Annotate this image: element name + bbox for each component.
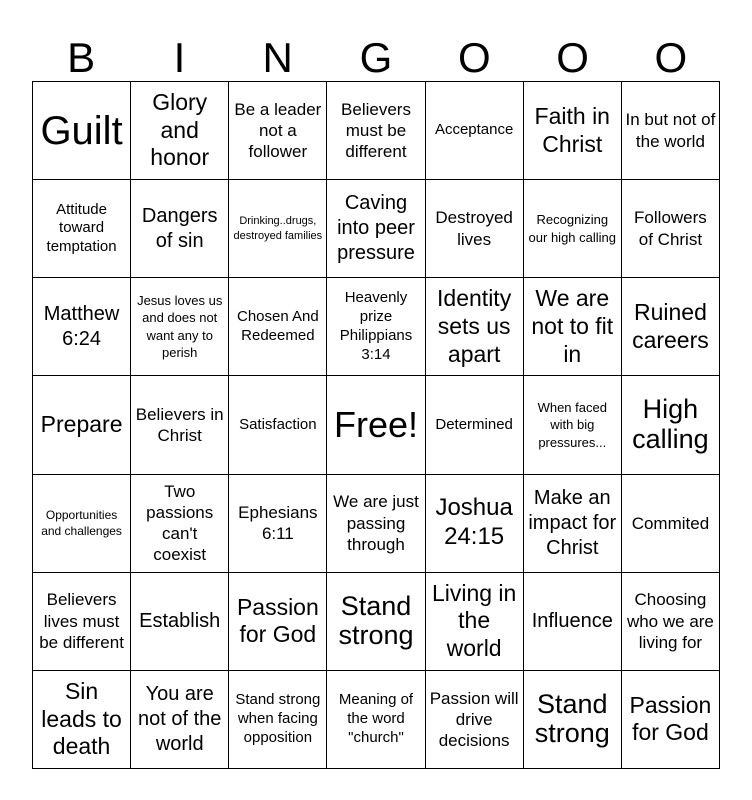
cell-text: Caving into peer pressure: [337, 192, 415, 265]
cell-text: Satisfaction: [239, 415, 317, 433]
bingo-cell[interactable]: [426, 475, 524, 573]
cell-text: Living in the world: [431, 579, 517, 662]
cell-text: Meaning of the word "church": [338, 691, 414, 746]
bingo-cell[interactable]: [524, 180, 622, 278]
cell-text: Drinking..drugs, destroyed families: [233, 214, 323, 242]
header-letter-b: B: [67, 34, 96, 81]
cell-text: Sin leads to death: [41, 678, 122, 760]
bingo-cell[interactable]: [426, 573, 524, 671]
bingo-cell[interactable]: [524, 376, 622, 474]
cell-text: Attitude toward temptation: [46, 200, 117, 256]
cell-text: Heavenly prize Philippians 3:14: [339, 289, 413, 363]
cell-text: Passion for God: [236, 593, 319, 648]
bingo-cell[interactable]: [327, 573, 425, 671]
bingo-cell[interactable]: [426, 180, 524, 278]
bingo-cell[interactable]: [426, 671, 524, 769]
bingo-cell[interactable]: [426, 82, 524, 180]
bingo-cell[interactable]: [622, 376, 720, 474]
bingo-cell[interactable]: [229, 82, 327, 180]
bingo-cell[interactable]: [33, 671, 131, 769]
header-letter-o: O: [556, 34, 589, 81]
bingo-cell[interactable]: [229, 278, 327, 376]
bingo-cell[interactable]: [622, 180, 720, 278]
cell-text: Chosen And Redeemed: [236, 308, 319, 344]
bingo-cell[interactable]: [229, 475, 327, 573]
cell-text: Recognizing our high calling: [528, 212, 616, 245]
cell-text: Believers must be different: [341, 99, 411, 162]
cell-text: Believers lives must be different: [39, 590, 124, 652]
bingo-cell[interactable]: [33, 573, 131, 671]
cell-text: Matthew 6:24: [43, 302, 120, 350]
cell-text: Two passions can't coexist: [146, 481, 214, 565]
bingo-cell[interactable]: [33, 475, 131, 573]
cell-text: Establish: [139, 609, 221, 632]
cell-text: Choosing who we are living for: [626, 590, 714, 652]
free-space-text: Free!: [333, 404, 418, 446]
cell-text: Influence: [531, 609, 613, 632]
cell-text: Stand strong when facing opposition: [235, 691, 321, 746]
bingo-cell[interactable]: [327, 475, 425, 573]
bingo-cell[interactable]: [229, 573, 327, 671]
cell-text: In but not of the world: [625, 110, 716, 151]
cell-text: Jesus loves us and does not want any to perish: [137, 292, 223, 361]
cell-text: Followers of Christ: [634, 208, 707, 249]
cell-text: Passion for God: [629, 691, 712, 746]
bingo-cell[interactable]: [33, 278, 131, 376]
bingo-cell[interactable]: [229, 180, 327, 278]
bingo-cell[interactable]: [327, 180, 425, 278]
bingo-cell[interactable]: [622, 82, 720, 180]
cell-text: Make an impact for Christ: [528, 486, 617, 559]
cell-text: You are not of the world: [138, 682, 222, 755]
bingo-cell[interactable]: [131, 671, 229, 769]
cell-text: Prepare: [40, 411, 123, 438]
bingo-cell[interactable]: [131, 573, 229, 671]
bingo-board: [32, 81, 720, 769]
cell-text: Identity sets us apart: [437, 285, 512, 367]
header-letter-i: I: [173, 34, 186, 81]
cell-text: Ruined careers: [632, 299, 709, 353]
cell-text: When faced with big pressures...: [537, 399, 607, 450]
bingo-cell[interactable]: [327, 82, 425, 180]
bingo-cell[interactable]: [524, 671, 622, 769]
bingo-cell[interactable]: [622, 475, 720, 573]
cell-text: Faith in Christ: [534, 102, 610, 157]
header-letter-g: G: [359, 34, 393, 81]
bingo-cell[interactable]: [131, 475, 229, 573]
bingo-cell[interactable]: [524, 573, 622, 671]
bingo-cell[interactable]: [622, 671, 720, 769]
cell-text: We are just passing through: [333, 492, 419, 554]
cell-text: Glory and honor: [150, 89, 210, 171]
cell-text: Believers in Christ: [135, 404, 224, 445]
cell-text: Stand strong: [534, 688, 610, 749]
bingo-cell[interactable]: [524, 278, 622, 376]
bingo-cell[interactable]: [327, 671, 425, 769]
cell-text: We are not to fit in: [531, 285, 614, 367]
bingo-cell[interactable]: [131, 82, 229, 180]
bingo-cell[interactable]: [327, 278, 425, 376]
bingo-cell[interactable]: [131, 376, 229, 474]
cell-text: Destroyed lives: [435, 208, 513, 249]
cell-text: Ephesians 6:11: [238, 502, 318, 544]
bingo-cell[interactable]: [622, 278, 720, 376]
header-letter-n: N: [262, 34, 293, 81]
bingo-cell[interactable]: [524, 475, 622, 573]
bingo-cell[interactable]: [229, 671, 327, 769]
bingo-cell[interactable]: [622, 573, 720, 671]
cell-text: Stand strong: [338, 590, 414, 651]
bingo-cell[interactable]: [131, 180, 229, 278]
bingo-cell[interactable]: [327, 376, 425, 474]
bingo-cell[interactable]: [524, 82, 622, 180]
header-letter-o: O: [457, 34, 491, 81]
cell-text: Joshua 24:15: [435, 494, 513, 551]
cell-text: Dangers of sin: [141, 204, 218, 252]
bingo-cell[interactable]: [33, 376, 131, 474]
bingo-cell[interactable]: [33, 180, 131, 278]
cell-text: Be a leader not a follower: [234, 99, 322, 162]
bingo-cell[interactable]: [426, 376, 524, 474]
cell-text: Guilt: [40, 108, 123, 153]
bingo-cell[interactable]: [426, 278, 524, 376]
bingo-header: [32, 34, 720, 82]
bingo-cell[interactable]: [33, 82, 131, 180]
cell-text: Opportunities and challenges: [41, 507, 122, 539]
cell-text: Determined: [435, 415, 513, 433]
cell-text: Acceptance: [434, 121, 514, 139]
cell-text: Commited: [631, 513, 710, 533]
bingo-cell[interactable]: [131, 278, 229, 376]
bingo-cell[interactable]: [229, 376, 327, 474]
cell-text: High calling: [632, 394, 709, 454]
cell-text: Passion will drive decisions: [429, 688, 519, 751]
header-letter-o: O: [654, 34, 688, 81]
